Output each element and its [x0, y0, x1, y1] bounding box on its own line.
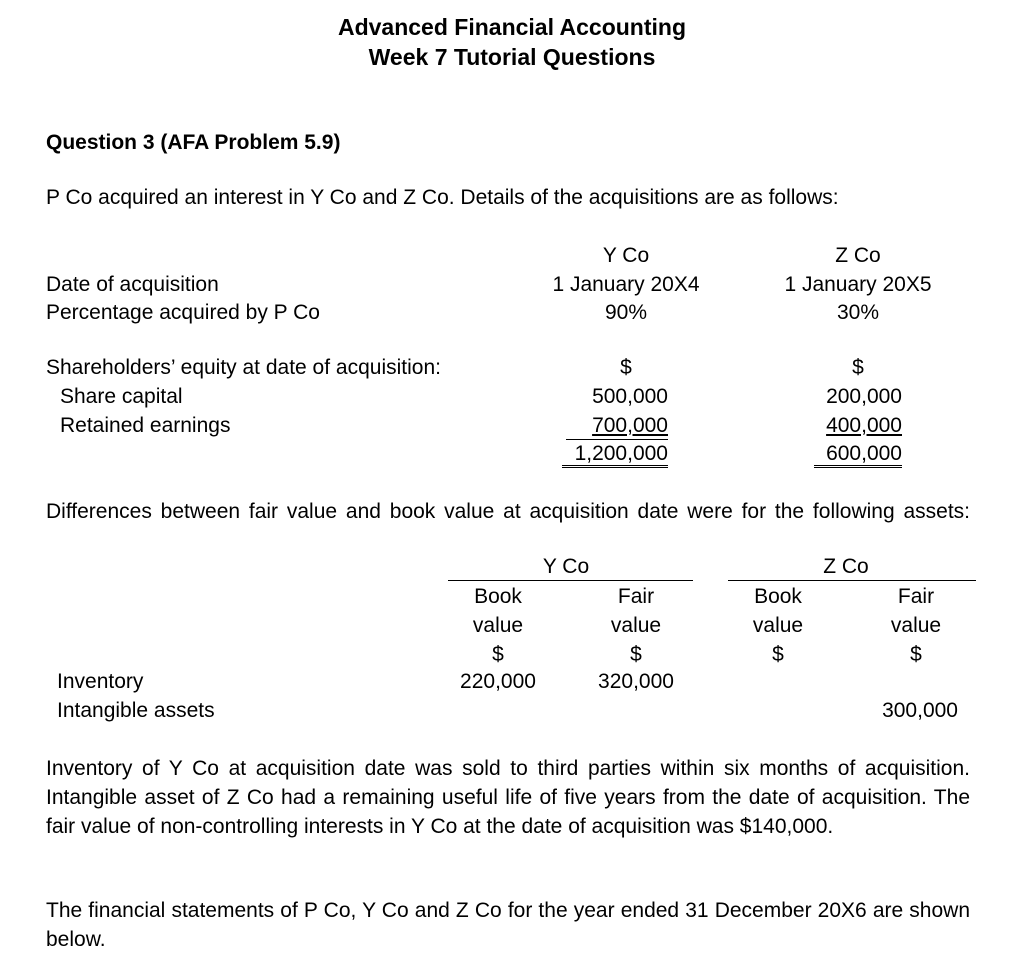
- z-co-share-capital: 200,000: [826, 385, 902, 408]
- fv-z-co-header-rule: [728, 580, 976, 581]
- fv-y-book-header-2: value: [472, 614, 524, 637]
- question-heading: Question 3 (AFA Problem 5.9): [46, 131, 341, 154]
- equity-heading: Shareholders’ equity at date of acquisition:: [46, 356, 441, 379]
- paragraph-financial-statements: The financial statements of P Co, Y Co and Z Co for the year ended 31 December 20X6 are shown below.: [46, 899, 970, 951]
- z-co-total-equity: 600,000: [814, 443, 902, 468]
- fv-intangibles-z-fair: 300,000: [882, 699, 958, 722]
- fv-y-fair-header-2: value: [610, 614, 662, 637]
- fv-z-book-header-2: value: [752, 614, 804, 637]
- row-label-share-capital: Share capital: [60, 385, 183, 408]
- fv-group-y-co: Y Co: [542, 555, 590, 578]
- y-co-percentage: 90%: [604, 301, 648, 324]
- fv-inventory-y-book: 220,000: [460, 670, 536, 693]
- fair-value-intro: Differences between fair value and book value at acquisition date were for the following assets:: [46, 500, 970, 523]
- fv-y-fair-header: Fair: [617, 585, 655, 608]
- y-co-share-capital: 500,000: [592, 385, 668, 408]
- col-header-y-co: Y Co: [602, 244, 650, 267]
- fv-z-book-header: Book: [754, 585, 802, 608]
- y-co-date: 1 January 20X4: [552, 273, 700, 296]
- z-co-retained-earnings: 400,000: [826, 414, 902, 437]
- y-co-subtotal-line: [566, 439, 668, 440]
- fv-y-book-header: Book: [474, 585, 522, 608]
- z-co-date: 1 January 20X5: [784, 273, 932, 296]
- document-title: Advanced Financial Accounting: [337, 14, 687, 40]
- fv-y-fair-currency: $: [630, 643, 642, 666]
- fv-z-book-currency: $: [772, 643, 784, 666]
- row-label-retained-earnings: Retained earnings: [60, 414, 231, 437]
- question-intro: P Co acquired an interest in Y Co and Z Co. Details of the acquisitions are as follows:: [46, 186, 839, 209]
- fv-z-fair-header-2: value: [890, 614, 942, 637]
- fv-y-book-currency: $: [492, 643, 504, 666]
- fv-inventory-y-fair: 320,000: [598, 670, 674, 693]
- z-co-currency: $: [852, 356, 864, 379]
- fv-row-label-intangibles: Intangible assets: [57, 699, 215, 722]
- fv-z-fair-header: Fair: [897, 585, 935, 608]
- document-subtitle: Week 7 Tutorial Questions: [368, 44, 656, 70]
- y-co-total-equity: 1,200,000: [562, 443, 668, 468]
- z-co-percentage: 30%: [836, 301, 880, 324]
- y-co-currency: $: [620, 356, 632, 379]
- fv-y-co-header-rule: [448, 580, 693, 581]
- y-co-retained-earnings: 700,000: [592, 414, 668, 437]
- row-label-date: Date of acquisition: [46, 273, 219, 296]
- fv-z-fair-currency: $: [910, 643, 922, 666]
- fv-row-label-inventory: Inventory: [57, 670, 144, 693]
- paragraph-inventory-note: Inventory of Y Co at acquisition date was sold to third parties within six months of acquisition. Intangible asset of Z Co had a remaining useful life of five years from the date of acquisition. The fair value of non-controlling interests in Y Co at the date of acquisition was $140,000.: [46, 757, 970, 838]
- row-label-percentage: Percentage acquired by P Co: [46, 301, 320, 324]
- col-header-z-co: Z Co: [835, 244, 881, 267]
- fv-group-z-co: Z Co: [823, 555, 869, 578]
